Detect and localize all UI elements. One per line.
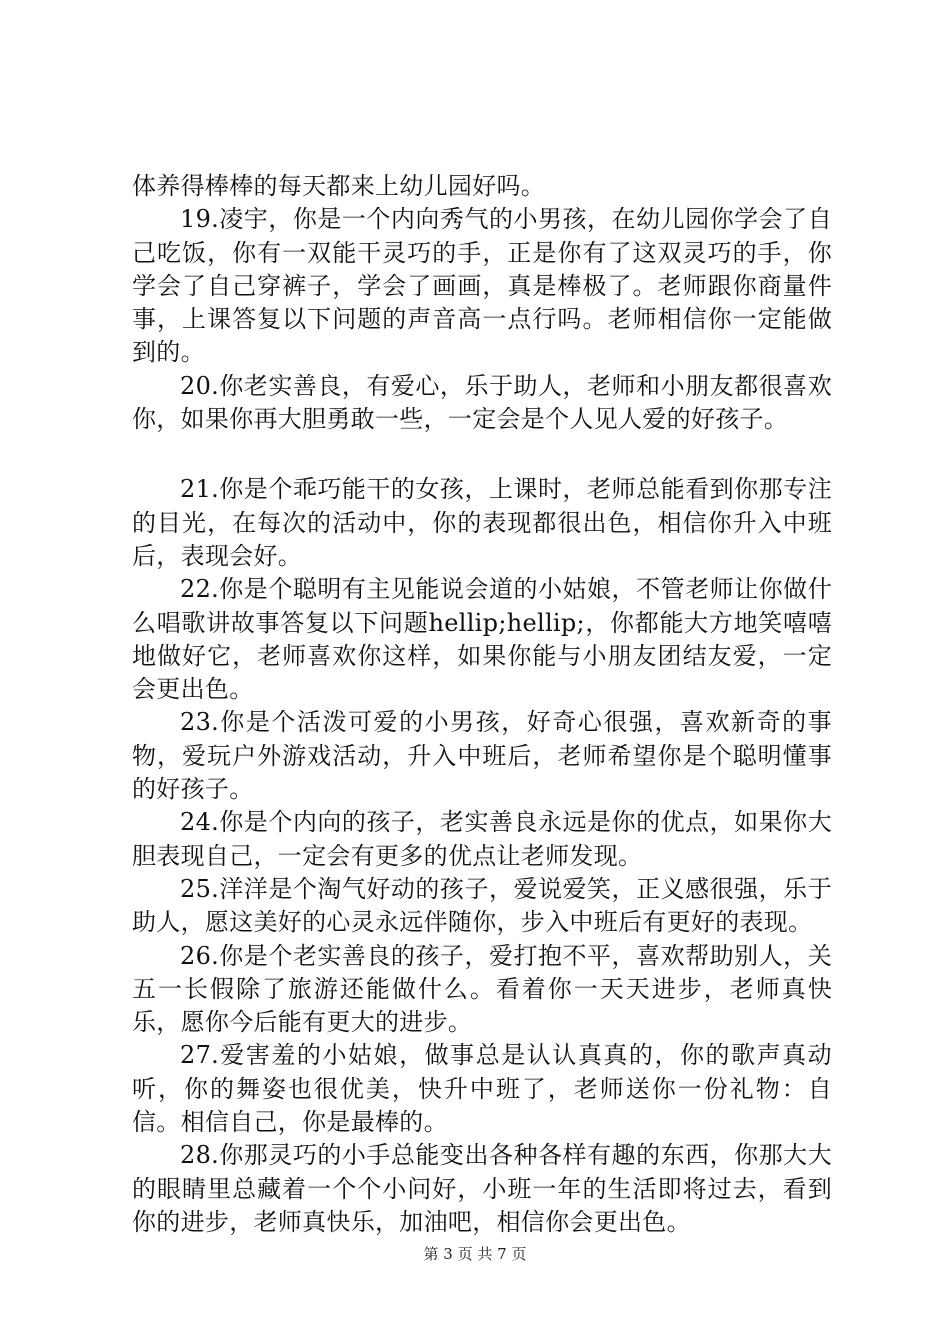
paragraph-20: 20.你老实善良，有爱心，乐于助人，老师和小朋友都很喜欢你，如果你再大胆勇敢一些，一定会是个人见人爱的好孩子。: [132, 371, 832, 434]
paragraph-19: 19.凌宇，你是一个内向秀气的小男孩，在幼儿园你学会了自己吃饭，你有一双能干灵巧的手，正是你有了这双灵巧的手，你学会了自己穿裤子，学会了画画，真是棒极了。老师跟你商量件事，上课答复以下问题的声音高一点行吗。老师相信你一定能做到的。: [132, 205, 832, 367]
paragraph-23: 23.你是个活泼可爱的小男孩，好奇心很强，喜欢新奇的事物，爱玩户外游戏活动，升入中班后，老师希望你是个聪明懂事的好孩子。: [132, 708, 832, 804]
paragraph-21: 21.你是个乖巧能干的女孩，上课时，老师总能看到你那专注的目光，在每次的活动中，你的表现都很出色，相信你升入中班后，表现会好。: [132, 475, 832, 570]
paragraph-25: 25.洋洋是个淘气好动的孩子，爱说爱笑，正义感很强，乐于助人，愿这美好的心灵永远伴随你，步入中班后有更好的表现。: [132, 874, 832, 937]
page-number-footer: 第 3 页 共 7 页: [423, 1245, 527, 1263]
paragraph-28: 28.你那灵巧的小手总能变出各种各样有趣的东西，你那大大的眼睛里总藏着一个个小问好，小班一年的生活即将过去，看到你的进步，老师真快乐，加油吧，相信你会更出色。: [132, 1141, 832, 1236]
paragraph-24: 24.你是个内向的孩子，老实善良永远是你的优点，如果你大胆表现自己，一定会有更多的优点让老师发现。: [132, 808, 832, 870]
document-body: [132, 170, 832, 1239]
paragraph-26: 26.你是个老实善良的孩子，爱打抱不平，喜欢帮助别人，关五一长假除了旅游还能做什么。看着你一天天进步，老师真快乐，愿你今后能有更大的进步。: [132, 941, 832, 1037]
paragraph-27: 27.爱害羞的小姑娘，做事总是认认真真的，你的歌声真动听，你的舞姿也很优美，快升中班了，老师送你一份礼物：自信。相信自己，你是最棒的。: [132, 1041, 832, 1137]
paragraph-continuation: 体养得棒棒的每天都来上幼儿园好吗。: [132, 172, 546, 200]
paragraph-22: 22.你是个聪明有主见能说会道的小姑娘，不管老师让你做什么唱歌讲故事答复以下问题hellip;hellip;，你都能大方地笑嘻嘻地做好它，老师喜欢你这样，如果你能与小朋友团结友爱，一定会更出色。: [132, 575, 832, 704]
